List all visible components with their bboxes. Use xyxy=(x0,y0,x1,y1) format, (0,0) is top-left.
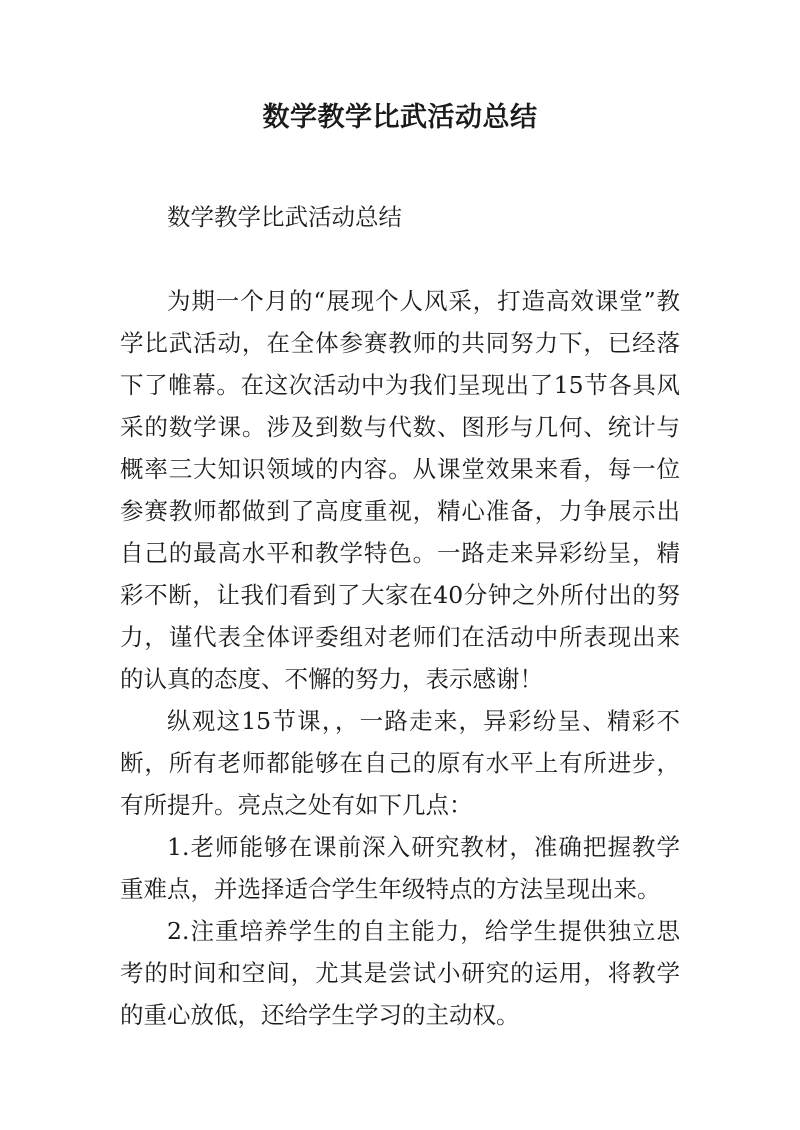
paragraph-point-2: 2.注重培养学生的自主能力，给学生提供独立思考的时间和空间，尤其是尝试小研究的运用，将教学的重心放低，还给学生学习的主动权。 xyxy=(120,917,680,1029)
paragraph-intro: 为期一个月的“展现个人风采，打造高效课堂”教学比武活动，在全体参赛教师的共同努力下，已经落下了帷幕。在这次活动中为我们呈现出了15节各具风采的数学课。涉及到数与代数、图形与几何、统计与概率三大知识领域的内容。从课堂效果来看，每一位参赛教师都做到了高度重视，精心准备，力争展示出自己的最高水平和教学特色。一路走来异彩纷呈，精彩不断，让我们看到了大家在40分钟之外所付出的努力，谨代表全体评委组对老师们在活动中所表现出来的认真的态度、不懈的努力，表示感谢！ xyxy=(120,287,680,693)
paragraph-point-1: 1.老师能够在课前深入研究教材，准确把握教学重难点，并选择适合学生年级特点的方法呈现出来。 xyxy=(120,833,680,903)
paragraph-overview: 纵观这15节课，，一路走来，异彩纷呈、精彩不断，所有老师都能够在自己的原有水平上有所进步，有所提升。亮点之处有如下几点： xyxy=(120,707,680,819)
document-subtitle: 数学教学比武活动总结 xyxy=(167,203,402,231)
document-body xyxy=(120,196,680,1036)
document-title: 数学教学比武活动总结 xyxy=(262,102,538,133)
